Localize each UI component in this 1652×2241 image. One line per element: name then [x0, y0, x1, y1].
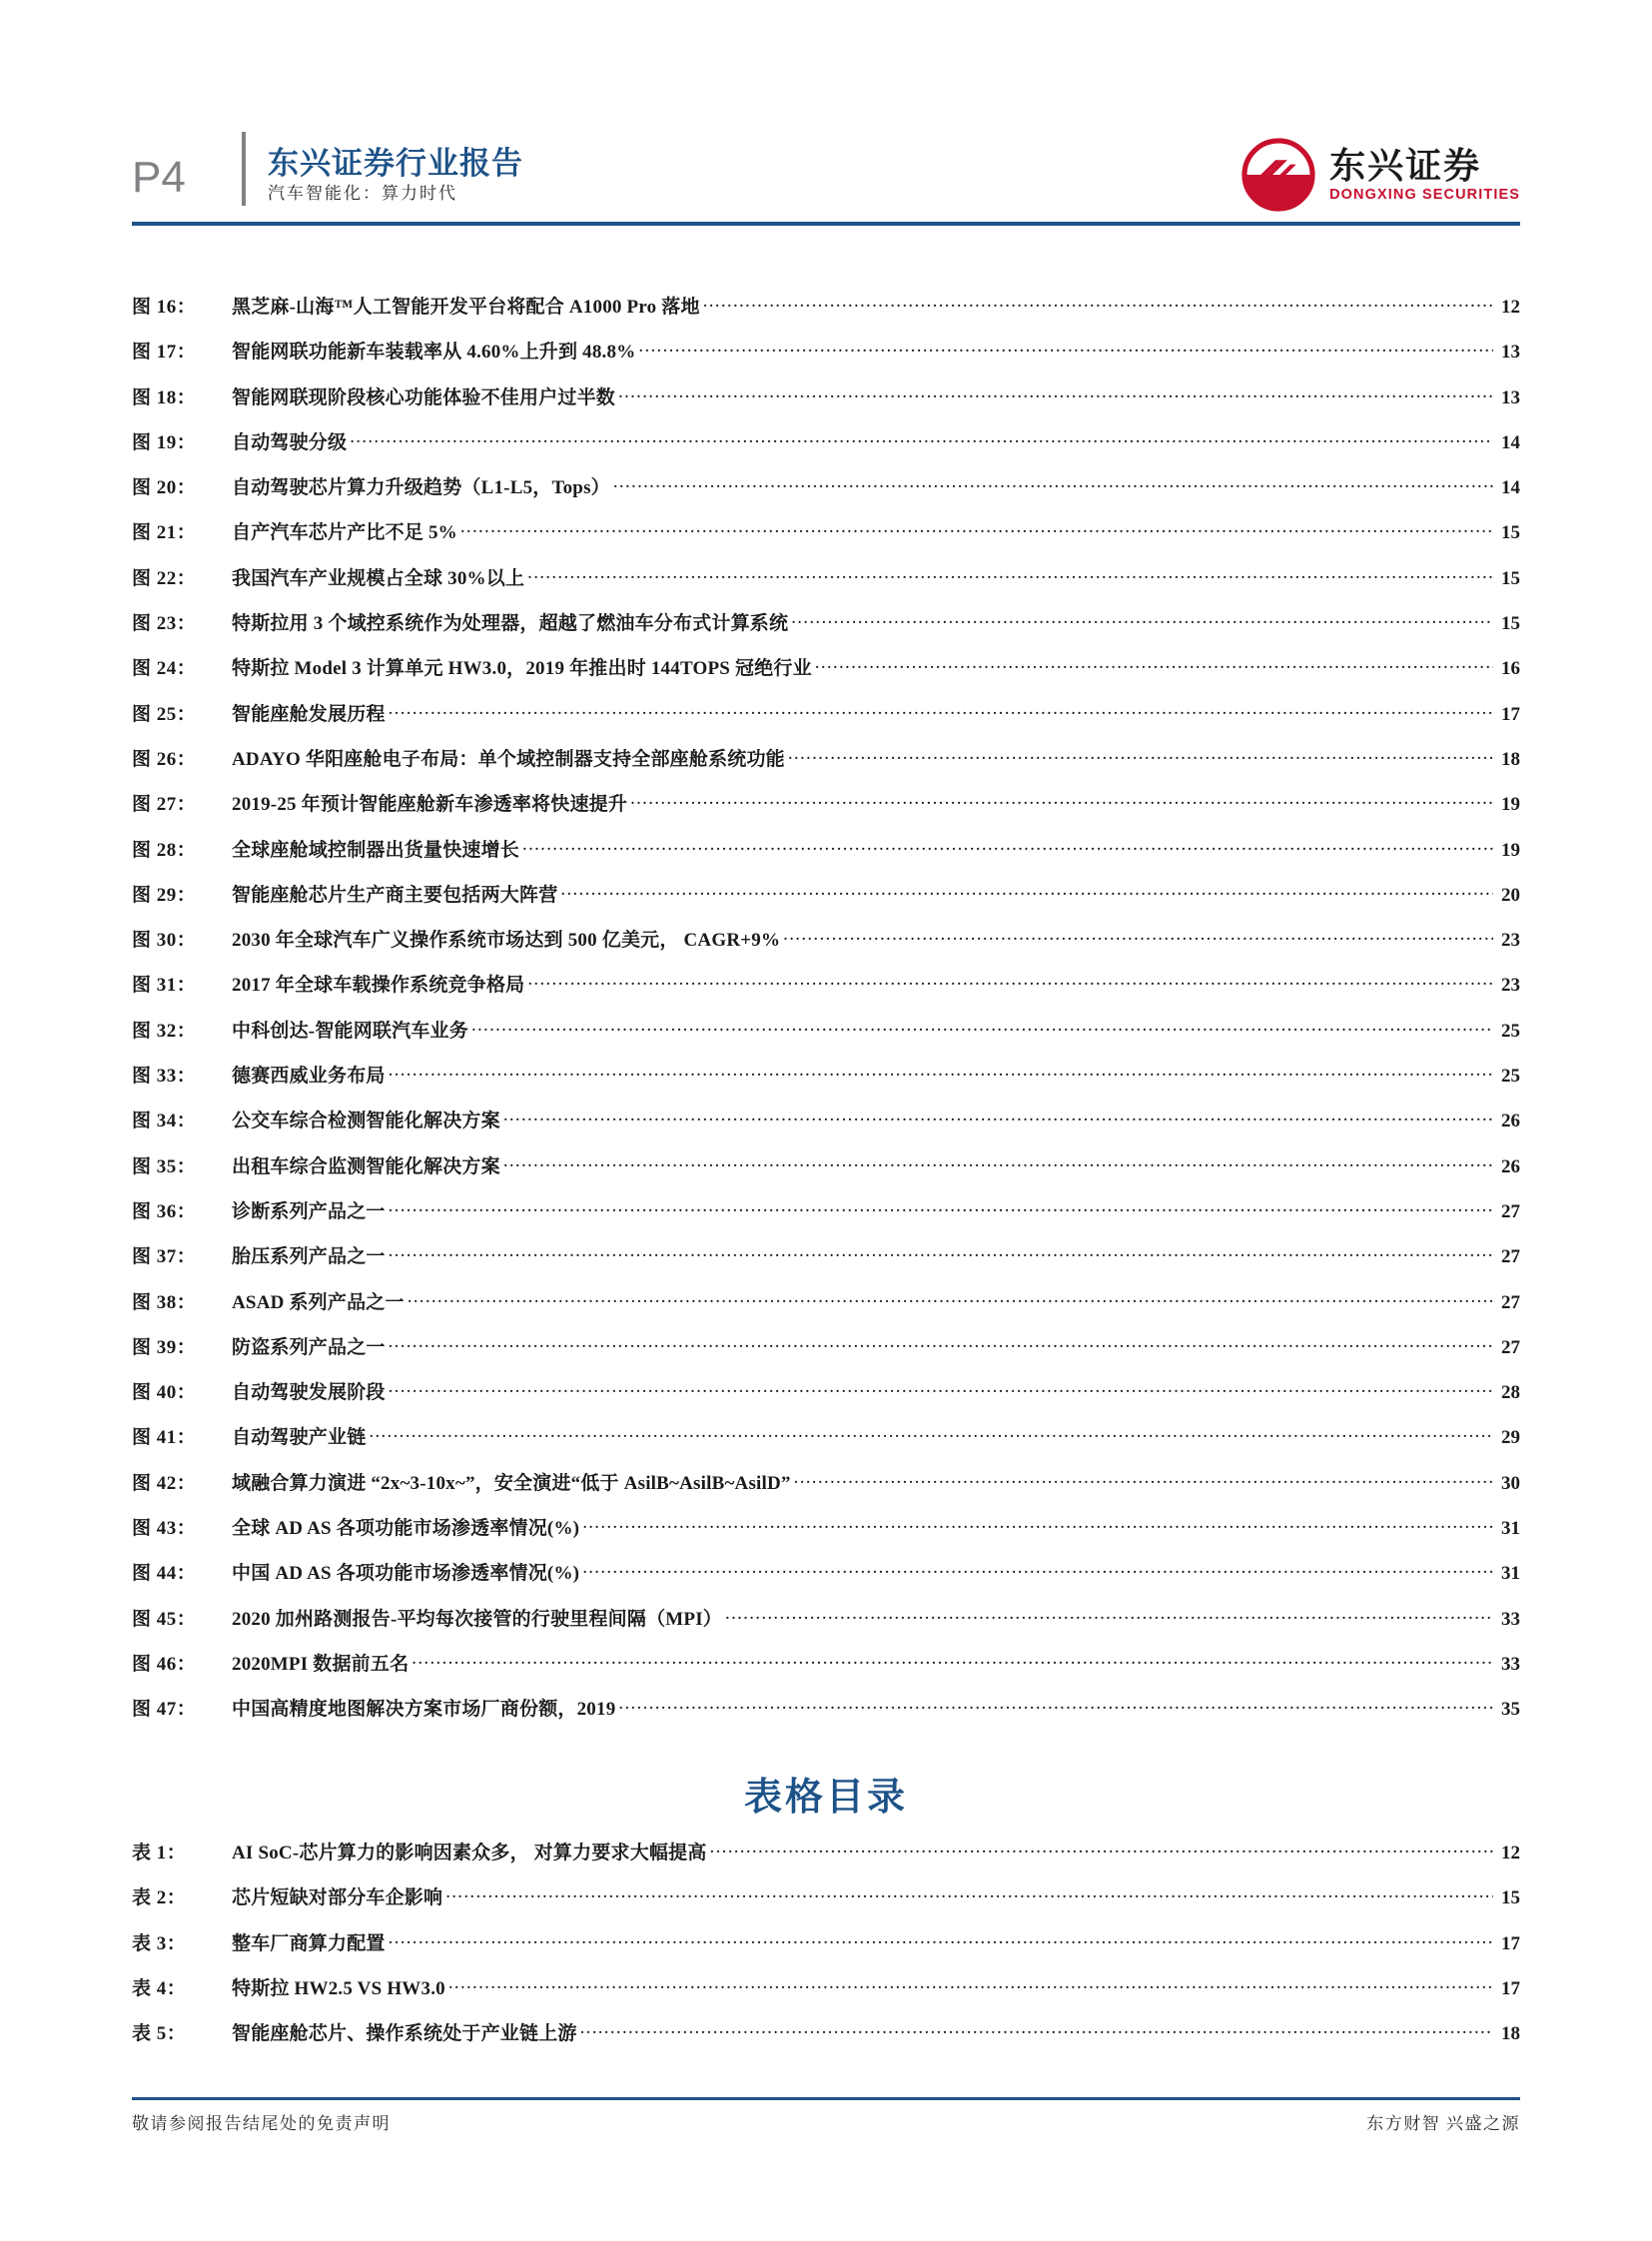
- figure-entry[interactable]: [132, 1377, 1520, 1422]
- figure-number: 图 43：: [132, 1518, 197, 1540]
- figure-page-number: 15: [1501, 567, 1520, 589]
- figure-page-number: 28: [1501, 1382, 1520, 1404]
- figure-title: ASAD 系列产品之一: [232, 1291, 405, 1313]
- figure-page-number: 29: [1501, 1427, 1520, 1449]
- figure-page-number: 27: [1501, 1336, 1520, 1358]
- figure-number: 图 25：: [132, 703, 197, 725]
- figure-number: 图 40：: [132, 1382, 197, 1404]
- dot-leader: [389, 1379, 1493, 1398]
- table-number: 表 2：: [132, 1887, 187, 1909]
- table-entry[interactable]: [132, 1928, 1520, 1973]
- figure-title: 中国 AD AS 各项功能市场渗透率情况(%): [232, 1563, 580, 1585]
- tables-section-title: 表格目录: [743, 1777, 908, 1819]
- figure-title: 胎压系列产品之一: [232, 1246, 386, 1268]
- figure-page-number: 31: [1501, 1563, 1520, 1585]
- figure-page-number: 23: [1501, 975, 1520, 997]
- figure-page-number: 13: [1501, 386, 1520, 408]
- figure-title: 智能座舱发展历程: [232, 703, 386, 725]
- figure-page-number: 16: [1501, 658, 1520, 680]
- figure-number: 图 46：: [132, 1653, 197, 1675]
- dot-leader: [815, 655, 1493, 674]
- dot-leader: [788, 746, 1493, 765]
- figure-number: 图 26：: [132, 748, 197, 770]
- figure-page-number: 14: [1501, 431, 1520, 453]
- figure-number: 图 16：: [132, 297, 197, 318]
- figure-number: 图 23：: [132, 613, 197, 635]
- figure-title: 中国高精度地图解决方案市场厂商份额，2019: [232, 1699, 616, 1721]
- figure-entry[interactable]: [132, 472, 1520, 517]
- dot-leader: [471, 1018, 1493, 1037]
- table-entry[interactable]: [132, 1973, 1520, 2018]
- dot-leader: [630, 791, 1493, 810]
- table-number: 表 1：: [132, 1843, 187, 1864]
- dot-leader: [350, 429, 1493, 448]
- figure-entry[interactable]: [132, 653, 1520, 698]
- figure-title: 特斯拉用 3 个域控系统作为处理器，超越了燃油车分布式计算系统: [232, 613, 789, 635]
- figure-number: 图 21：: [132, 522, 197, 544]
- figure-page-number: 14: [1501, 477, 1520, 499]
- dot-leader: [389, 1063, 1493, 1082]
- dot-leader: [389, 1243, 1493, 1262]
- footer-slogan: 东方财智 兴盛之源: [1366, 2114, 1520, 2133]
- figure-entry[interactable]: [132, 835, 1520, 880]
- figure-entry[interactable]: [132, 1558, 1520, 1603]
- dot-leader: [560, 882, 1493, 901]
- figure-page-number: 13: [1501, 342, 1520, 364]
- dot-leader: [522, 837, 1493, 856]
- figure-number: 图 18：: [132, 386, 197, 408]
- table-title: 智能座舱芯片、操作系统处于产业链上游: [232, 2023, 577, 2045]
- figure-page-number: 26: [1501, 1111, 1520, 1132]
- dot-leader: [710, 1840, 1493, 1859]
- table-page-number: 15: [1501, 1887, 1520, 1909]
- dot-leader: [582, 1560, 1493, 1579]
- dot-leader: [783, 927, 1493, 946]
- figure-number: 图 32：: [132, 1020, 197, 1042]
- figure-title: 全球座舱域控制器出货量快速增长: [232, 839, 520, 861]
- dot-leader: [613, 474, 1493, 493]
- figure-title: 黑芝麻-山海™人工智能开发平台将配合 A1000 Pro 落地: [232, 297, 700, 318]
- figure-number: 图 30：: [132, 930, 197, 952]
- figure-page-number: 31: [1501, 1518, 1520, 1540]
- figure-page-number: 26: [1501, 1155, 1520, 1177]
- figure-entry[interactable]: [132, 1287, 1520, 1332]
- figure-page-number: 19: [1501, 839, 1520, 861]
- figure-page-number: 25: [1501, 1020, 1520, 1042]
- figure-title: 德赛西威业务布局: [232, 1066, 386, 1088]
- figure-page-number: 27: [1501, 1246, 1520, 1268]
- figure-title: 自动驾驶产业链: [232, 1427, 367, 1449]
- dot-leader: [527, 972, 1493, 991]
- dot-leader: [448, 1975, 1493, 1994]
- page-footer: [132, 2109, 1520, 2134]
- figure-number: 图 20：: [132, 477, 197, 499]
- dot-leader: [618, 1696, 1493, 1715]
- figure-number: 图 37：: [132, 1246, 197, 1268]
- footer-rule: [132, 2097, 1520, 2100]
- table-title: 整车厂商算力配置: [232, 1932, 386, 1954]
- figure-page-number: 25: [1501, 1066, 1520, 1088]
- dot-leader: [794, 1470, 1493, 1489]
- figure-number: 图 41：: [132, 1427, 197, 1449]
- figure-page-number: 33: [1501, 1608, 1520, 1630]
- figure-entry[interactable]: [132, 517, 1520, 562]
- figure-number: 图 42：: [132, 1472, 197, 1494]
- dongxing-logo-icon: [1241, 138, 1315, 212]
- figure-page-number: 18: [1501, 748, 1520, 770]
- figure-title: 出租车综合监测智能化解决方案: [232, 1155, 500, 1177]
- figure-entry[interactable]: [132, 1422, 1520, 1467]
- figure-number: 图 29：: [132, 884, 197, 906]
- table-number: 表 4：: [132, 1977, 187, 1999]
- figure-title: 我国汽车产业规模占全球 30%以上: [232, 567, 525, 589]
- figure-entry[interactable]: [132, 1332, 1520, 1377]
- figure-entry[interactable]: [132, 292, 1520, 337]
- figure-title: 智能网联现阶段核心功能体验不佳用户过半数: [232, 386, 616, 408]
- page-number: P4: [132, 153, 186, 202]
- table-entry[interactable]: [132, 2018, 1520, 2063]
- figure-entry[interactable]: [132, 880, 1520, 925]
- figure-page-number: 27: [1501, 1200, 1520, 1222]
- figure-entry[interactable]: [132, 925, 1520, 970]
- figure-title: 2019-25 年预计智能座舱新车渗透率将快速提升: [232, 794, 628, 816]
- table-title: 特斯拉 HW2.5 VS HW3.0: [232, 1977, 445, 1999]
- table-page-number: 18: [1501, 2023, 1520, 2045]
- figure-title: 自动驾驶分级: [232, 431, 348, 453]
- figure-title: 防盗系列产品之一: [232, 1336, 386, 1358]
- figure-title: 自动驾驶发展阶段: [232, 1382, 386, 1404]
- table-page-number: 17: [1501, 1977, 1520, 1999]
- dot-leader: [703, 294, 1493, 313]
- figure-number: 图 33：: [132, 1066, 197, 1088]
- figure-number: 图 27：: [132, 794, 197, 816]
- figure-number: 图 44：: [132, 1563, 197, 1585]
- figure-entry[interactable]: [132, 427, 1520, 472]
- logo-english-name: DONGXING SECURITIES: [1329, 187, 1520, 204]
- figure-title: 2030 年全球汽车广义操作系统市场达到 500 亿美元， CAGR+9%: [232, 930, 781, 952]
- figure-title: 公交车综合检测智能化解决方案: [232, 1111, 500, 1132]
- dot-leader: [389, 1198, 1493, 1217]
- figure-title: 诊断系列产品之一: [232, 1200, 386, 1222]
- figure-number: 图 38：: [132, 1291, 197, 1313]
- logo-text-block: [1329, 144, 1520, 204]
- dot-leader: [369, 1424, 1493, 1443]
- figure-page-number: 15: [1501, 522, 1520, 544]
- dot-leader: [389, 1930, 1493, 1949]
- figure-number: 图 39：: [132, 1336, 197, 1358]
- dot-leader: [638, 339, 1493, 358]
- dot-leader: [725, 1606, 1493, 1625]
- figure-entry[interactable]: [132, 1151, 1520, 1196]
- dot-leader: [791, 610, 1493, 629]
- dot-leader: [460, 519, 1493, 538]
- figure-title: 全球 AD AS 各项功能市场渗透率情况(%): [232, 1518, 580, 1540]
- figure-number: 图 19：: [132, 431, 197, 453]
- figure-entry[interactable]: [132, 1061, 1520, 1106]
- figure-number: 图 31：: [132, 975, 197, 997]
- figure-entry[interactable]: [132, 1016, 1520, 1061]
- dot-leader: [503, 1108, 1493, 1126]
- figure-number: 图 34：: [132, 1111, 197, 1132]
- figure-title: 智能座舱芯片生产商主要包括两大阵营: [232, 884, 558, 906]
- table-number: 表 5：: [132, 2023, 187, 2045]
- figure-number: 图 47：: [132, 1699, 197, 1721]
- dot-leader: [618, 384, 1493, 403]
- figure-entry[interactable]: [132, 1604, 1520, 1649]
- figure-entry[interactable]: [132, 1694, 1520, 1739]
- figure-title: 自产汽车芯片产比不足 5%: [232, 522, 457, 544]
- figure-title: 智能网联功能新车装载率从 4.60%上升到 48.8%: [232, 342, 636, 364]
- figure-title: 域融合算力演进 “2x~3-10x~”，安全演进“低于 AsilB~AsilB~AsilD”: [232, 1472, 791, 1494]
- dot-leader: [503, 1153, 1493, 1172]
- figure-page-number: 33: [1501, 1653, 1520, 1675]
- figure-entry[interactable]: [132, 337, 1520, 381]
- header-divider: [242, 132, 246, 206]
- figure-page-number: 30: [1501, 1472, 1520, 1494]
- report-title: 东兴证券行业报告: [268, 145, 523, 181]
- table-entry[interactable]: [132, 1838, 1520, 1882]
- figure-page-number: 19: [1501, 794, 1520, 816]
- figure-entry[interactable]: [132, 563, 1520, 608]
- figure-title: 2017 年全球车载操作系统竞争格局: [232, 975, 525, 997]
- table-title: AI SoC-芯片算力的影响因素众多， 对算力要求大幅提高: [232, 1843, 707, 1864]
- page-header: [132, 118, 1520, 206]
- figure-entry[interactable]: [132, 744, 1520, 789]
- figure-number: 图 36：: [132, 1200, 197, 1222]
- header-rule: [132, 222, 1520, 226]
- figure-page-number: 12: [1501, 297, 1520, 318]
- figure-number: 图 24：: [132, 658, 197, 680]
- table-page-number: 12: [1501, 1843, 1520, 1864]
- figure-page-number: 17: [1501, 703, 1520, 725]
- dot-leader: [580, 2020, 1493, 2039]
- figure-page-number: 20: [1501, 884, 1520, 906]
- logo-chinese-name: 东兴证券: [1329, 144, 1482, 186]
- figure-entry[interactable]: [132, 1241, 1520, 1286]
- figure-number: 图 28：: [132, 839, 197, 861]
- figure-entry[interactable]: [132, 1468, 1520, 1513]
- figure-title: 2020MPI 数据前五名: [232, 1653, 410, 1675]
- dot-leader: [412, 1651, 1493, 1670]
- dot-leader: [389, 1334, 1493, 1353]
- figure-page-number: 27: [1501, 1291, 1520, 1313]
- table-entry[interactable]: [132, 1882, 1520, 1927]
- figure-page-number: 15: [1501, 613, 1520, 635]
- dot-leader: [408, 1289, 1493, 1308]
- figure-entry[interactable]: [132, 1513, 1520, 1558]
- figure-contents-list: [132, 292, 1520, 1740]
- report-subtitle: 汽车智能化：算力时代: [268, 184, 457, 204]
- figure-entry[interactable]: [132, 608, 1520, 653]
- company-logo: [1241, 138, 1520, 212]
- table-number: 表 3：: [132, 1932, 187, 1954]
- table-title: 芯片短缺对部分车企影响: [232, 1887, 443, 1909]
- figure-title: 自动驾驶芯片算力升级趋势（L1-L5，Tops）: [232, 477, 610, 499]
- figure-entry[interactable]: [132, 1196, 1520, 1241]
- figure-title: 2020 加州路测报告-平均每次接管的行驶里程间隔（MPI）: [232, 1608, 723, 1630]
- figure-entry[interactable]: [132, 382, 1520, 427]
- dot-leader: [582, 1515, 1493, 1534]
- figure-entry[interactable]: [132, 699, 1520, 744]
- figure-entry[interactable]: [132, 789, 1520, 834]
- figure-title: 中科创达-智能网联汽车业务: [232, 1020, 468, 1042]
- figure-title: 特斯拉 Model 3 计算单元 HW3.0，2019 年推出时 144TOPS 冠绝行业: [232, 658, 812, 680]
- table-contents-list: [132, 1838, 1520, 2063]
- figure-number: 图 17：: [132, 342, 197, 364]
- figure-number: 图 35：: [132, 1155, 197, 1177]
- table-page-number: 17: [1501, 1932, 1520, 1954]
- dot-leader: [445, 1884, 1493, 1903]
- figure-title: ADAYO 华阳座舱电子布局：单个域控制器支持全部座舱系统功能: [232, 748, 785, 770]
- figure-entry[interactable]: [132, 1649, 1520, 1694]
- figure-page-number: 23: [1501, 930, 1520, 952]
- footer-disclaimer: 敬请参阅报告结尾处的免责声明: [132, 2114, 391, 2133]
- figure-entry[interactable]: [132, 970, 1520, 1015]
- figure-entry[interactable]: [132, 1106, 1520, 1150]
- dot-leader: [389, 701, 1493, 720]
- figure-page-number: 35: [1501, 1699, 1520, 1721]
- figure-number: 图 22：: [132, 567, 197, 589]
- figure-number: 图 45：: [132, 1608, 197, 1630]
- dot-leader: [527, 565, 1493, 584]
